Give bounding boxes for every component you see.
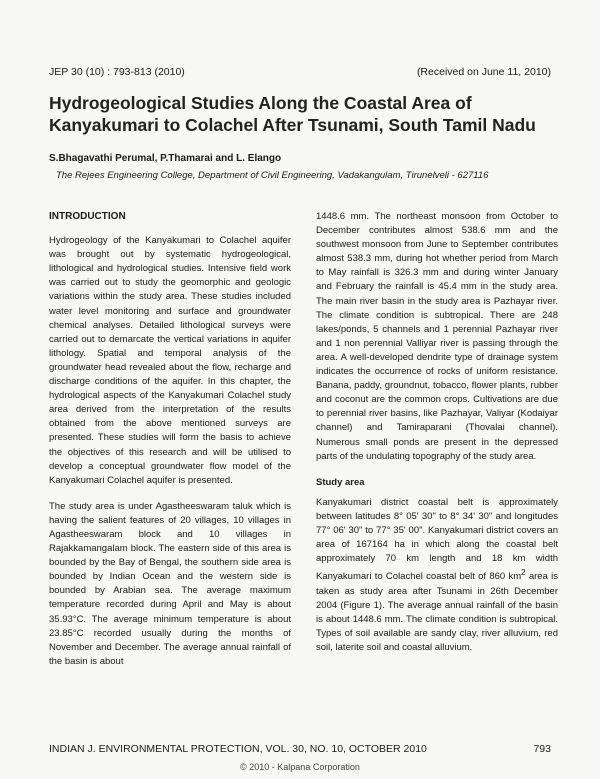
superscript-2: 2 — [521, 568, 526, 578]
paper-title: Hydrogeological Studies Along the Coastal Area of Kanyakumari to Colachel After Tsunami, South Tamil Nadu — [49, 93, 536, 135]
page-footer — [49, 743, 551, 755]
authors: S.Bhagavathi Perumal, P.Thamarai and L. Elango — [49, 153, 282, 164]
footer-journal: INDIAN J. ENVIRONMENTAL PROTECTION, VOL. 30, NO. 10, OCTOBER 2010 — [49, 743, 427, 755]
study-area-paragraph — [316, 496, 558, 655]
introduction-paragraph-3: 1448.6 mm. The northeast monsoon from October to December contributes almost 538.6 mm and the southwest monsoon from June to September contributes almost 538.3 mm, during hot whether period from March to May rainfall is 326.3 mm and during winter January and February the rainfall is 45.4 mm in the study area. The main river basin in the study area is Pazhayar river. The climate condition is subtropical. There are 248 lakes/ponds, 5 channels and 1 perennial Pazhayar river and 1 non perennial Valliyar river is passing through the area. A well-developed dendrite type of drainage system indicates the occurrence of rocks of uniform resistance. Banana, paddy, groundnut, tobacco, flower plants, rubber and coconut are the common crops. Cultivations are due to perennial river basins, like Pazhayar, Valiyar (Kodaiyar channel) and Tamiraparani (Thovalai channel). Numerous small ponds are present in the depressed parts of the undulating topography of the study area. — [316, 211, 558, 462]
right-column — [316, 210, 558, 667]
received-date: (Received on June 11, 2010) — [416, 66, 551, 78]
affiliation: The Rejees Engineering College, Department of Civil Engineering, Vadakangulam, Tirunelveli - 627116 — [56, 170, 489, 181]
introduction-paragraph-2: The study area is under Agastheeswaram taluk which is having the salient features of 20 villages, 10 villages in Agastheeswaram block and 10 villages in Rajakkamangalam block. The eastern side of this area is bounded by the Bay of Bengal, the southern side area is bounded by Indian Ocean and the western side is bounded by Arabian sea. The average maximum temperature recorded during April and May is about 35.93°C. The average minimum temperature is about 23.85°C recorded usually during the months of November and December. The average annual rainfall of the basin is about — [49, 500, 291, 667]
introduction-heading: INTRODUCTION — [49, 211, 126, 222]
journal-reference: JEP 30 (10) : 793-813 (2010) — [49, 66, 185, 78]
study-area-heading: Study area — [316, 476, 365, 488]
study-area-text-b: area is taken as study area after Tsunami in 26th December 2004 (Figure 1). The average annual rainfall of the basin is about 1448.6 mm. The climate condition is subtropical. Types of soil available are sandy clay, river alluvium, red soil, laterite soil and coastal alluvium. — [316, 571, 558, 653]
study-area-text-a: Kanyakumari district coastal belt is approximately between latitudes 8° 05' 30" to 8° 34' 30" and longitudes 77° 06' 30" to 77° 35' 00". Kanyakumari district covers an area of 167164 ha in which along the coastal belt approximately 70 km length and 18 km width Kanyakumari to Colachel coastal belt of 860 km — [316, 496, 558, 583]
copyright-notice: © 2010 - Kalpana Corporation — [240, 762, 360, 772]
page-number: 793 — [533, 743, 551, 755]
left-column — [49, 210, 291, 681]
introduction-paragraph-1: Hydrogeology of the Kanyakumari to Colachel aquifer was brought out by systematic hydrogeological, lithological and hydrological studies. Intensive field work was carried out to study the geomorphic and geologic variations within the study area. These studies included water level monitoring and surface and groundwater chemical analyses. Detailed lithological surveys were carried out to demarcate the vertical variations in aquifer lithology. Spatial and temporal analysis of the groundwater head revealed about the flow, recharge and discharge conditions of the aquifer. In this chapter, the hydrological aspects of the Kanyakumari Colachel study area derived from the interpretation of the results obtained from the above mentioned surveys are presented. These studies will form the basis to achieve the objectives of this research and will be utilised to develop a conceptual groundwater flow model of the Kanyakumari Colachel aquifer is presented. — [49, 235, 291, 486]
